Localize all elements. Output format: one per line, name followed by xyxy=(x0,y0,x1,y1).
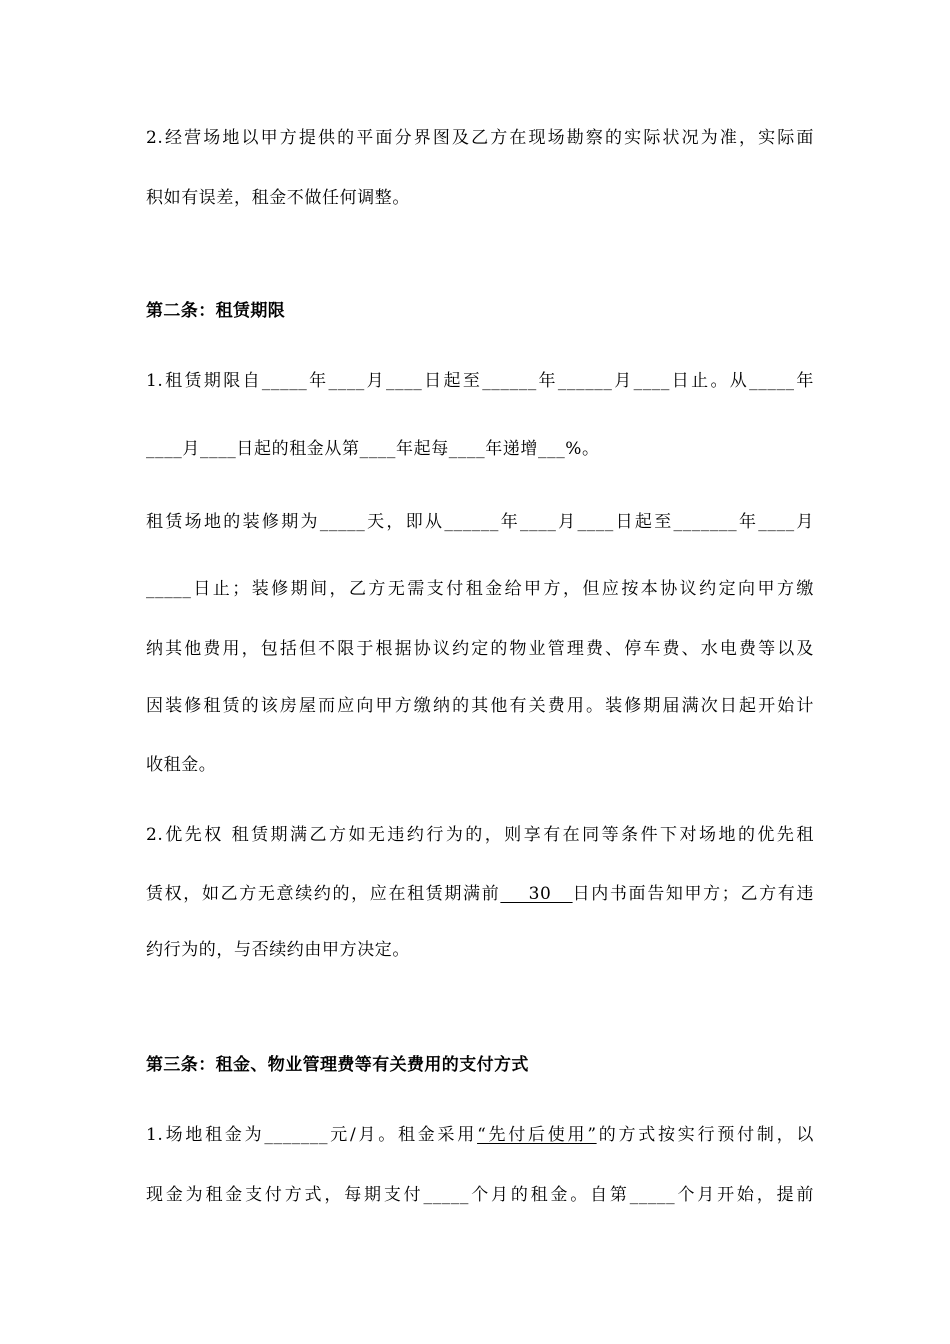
clause-3-1-text-after: 的方式按实行预付制，以 xyxy=(596,1125,814,1145)
clause-2-2-text-after: 日内书面告知甲方；乙方有违 xyxy=(572,884,815,904)
notice-days-value: 30 xyxy=(500,884,573,904)
section-heading-article-3: 第三条：租金、物业管理费等有关费用的支付方式 xyxy=(146,1055,529,1075)
clause-2-2-line-2 xyxy=(146,882,814,906)
decoration-period-line-4: 因装修租赁的该房屋而应向甲方缴纳的其他有关费用。装修期届满次日起开始计 xyxy=(146,696,814,716)
clause-1-2-line-1: 2.经营场地以甲方提供的平面分界图及乙方在现场勘察的实际状况为准，实际面 xyxy=(146,128,814,148)
clause-2-1-line-1: 1.租赁期限自_____年____月____日起至______年______月____日止。从_____年 xyxy=(146,371,814,391)
clause-2-2-line-1: 2.优先权 租赁期满乙方如无违约行为的，则享有在同等条件下对场地的优先租 xyxy=(146,825,814,845)
decoration-period-line-2: _____日止；装修期间，乙方无需支付租金给甲方，但应按本协议约定向甲方缴 xyxy=(146,579,814,599)
clause-3-1-line-2: 现金为租金支付方式，每期支付_____个月的租金。自第_____个月开始，提前 xyxy=(146,1185,814,1205)
prepay-method-text: “先付后使用” xyxy=(477,1125,597,1145)
clause-1-2-line-2: 积如有误差，租金不做任何调整。 xyxy=(146,188,410,208)
decoration-period-line-5: 收租金。 xyxy=(146,755,217,775)
clause-2-2-text-before: 赁权，如乙方无意续约的，应在租赁期满前 xyxy=(146,884,501,904)
clause-2-1-line-2: ____月____日起的租金从第____年起每____年递增___%。 xyxy=(146,439,600,459)
decoration-period-line-3: 纳其他费用，包括但不限于根据协议约定的物业管理费、停车费、水电费等以及 xyxy=(146,639,814,659)
clause-2-2-line-3: 约行为的，与否续约由甲方决定。 xyxy=(146,940,410,960)
section-heading-article-2: 第二条：租赁期限 xyxy=(146,301,286,321)
decoration-period-line-1: 租赁场地的装修期为_____天，即从______年____月____日起至_______年____月 xyxy=(146,512,814,532)
clause-3-1-line-1 xyxy=(146,1123,814,1147)
clause-3-1-text-before: 1.场地租金为_______元/月。租金采用 xyxy=(146,1125,478,1145)
